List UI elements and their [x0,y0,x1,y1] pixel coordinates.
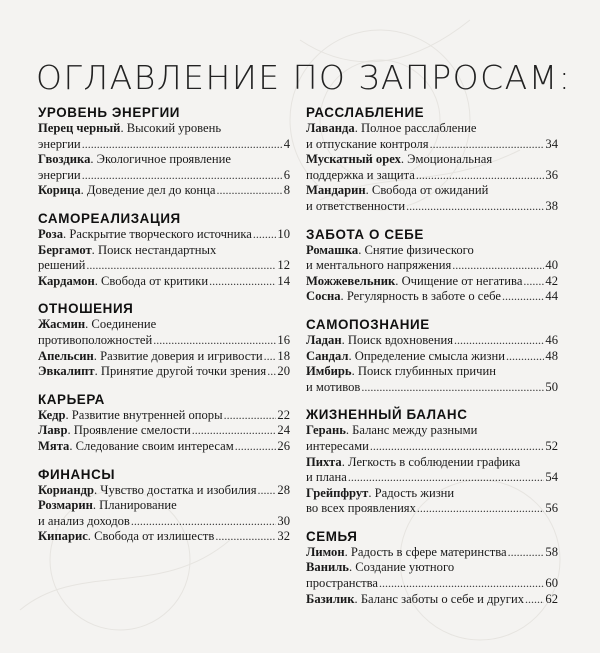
entry-text [38,183,215,199]
oil-name: Мята [38,438,70,453]
page-number: 34 [545,136,558,151]
entry-text [306,199,405,215]
entry-text [306,168,415,184]
page-number: 38 [545,198,558,213]
toc-entry[interactable] [306,152,558,183]
page-number: 28 [277,482,290,497]
entry-line [38,498,290,514]
entry-description: . Принятие другой точки зрения [94,364,267,379]
dot-leader [525,592,544,608]
dot-leader [264,349,277,365]
page-number: 36 [545,167,558,182]
page-number: 44 [545,289,558,304]
entry-line [306,380,558,396]
entry-description: . Легкость в соблюдении графика [341,454,521,469]
entry-text [306,439,369,455]
dot-leader [454,333,544,349]
entry-description: противоположностей [38,332,153,347]
entry-text [306,349,505,365]
toc-entry[interactable] [306,121,558,152]
page-number: 4 [283,136,290,151]
entry-line [38,529,290,545]
toc-section [306,316,558,395]
entry-description: и отпускание контроля [306,136,429,151]
toc-entry[interactable] [38,152,290,183]
entry-line [306,121,558,137]
oil-name: Мускатный орех [306,152,401,167]
entry-line [306,333,558,349]
page-number: 46 [545,332,558,347]
toc-entry[interactable] [38,408,290,424]
toc-entry[interactable] [306,455,558,486]
dot-leader [258,483,277,499]
page-number: 54 [545,470,558,485]
toc-section [306,104,558,215]
page-number: 14 [277,273,290,288]
dot-leader [153,333,276,349]
toc-entry[interactable] [38,349,290,365]
toc-entry[interactable] [38,483,290,499]
entry-description: интересами [306,438,369,453]
oil-name: Апельсин [38,348,94,363]
oil-name: Бергамот [38,242,92,257]
entry-text [38,483,257,499]
dot-leader [502,289,544,305]
entry-line [38,349,290,365]
entry-description: . Высокий уровень [120,121,222,135]
entry-text [38,529,214,545]
toc-entry[interactable] [38,439,290,455]
entry-line [306,501,558,517]
entry-description: . Соединение [85,317,157,332]
oil-name: Жасмин [38,317,86,332]
entry-text [306,274,522,290]
dot-leader [406,199,544,215]
entry-text [306,576,378,592]
section-heading: ФИНАНСЫ [38,466,116,482]
entry-text [38,258,85,274]
entry-description: . Развитие внутренней опоры [65,407,223,422]
dot-leader [506,349,544,365]
toc-entry[interactable] [306,423,558,454]
entry-description: . Поиск вдохновения [341,332,453,347]
entry-description: . Раскрытие творческого источника [63,226,252,241]
toc-entry[interactable] [38,274,290,290]
oil-name: Можжевельник [306,273,396,288]
entry-description: . Развитие доверия и игривости [93,348,263,363]
entry-text [306,333,453,349]
toc-section [306,406,558,517]
toc-entry[interactable] [306,486,558,517]
entry-line [306,545,558,561]
oil-name: Сосна [306,289,341,304]
oil-name: Сандал [306,348,349,363]
dot-leader [430,137,545,153]
entry-text [306,486,454,502]
page-number: 22 [277,407,290,422]
entry-line [306,455,558,471]
entry-description: энергии [38,136,81,151]
oil-name: Ромашка [306,242,359,257]
entry-description: . Проявление смелости [67,423,191,438]
entry-text [38,349,263,365]
dot-leader [370,439,545,455]
page-number: 62 [545,591,558,606]
section-heading: СЕМЬЯ [306,528,358,544]
entry-description: . Свобода от ожиданий [365,183,489,198]
section-heading: РАССЛАБЛЕНИЕ [306,105,425,120]
entry-description: . Радость жизни [368,485,455,500]
entry-text [306,560,454,576]
entry-text [306,289,501,305]
entry-text [38,274,208,290]
toc-entry[interactable] [38,121,290,152]
entry-text [38,137,81,153]
entry-text [306,183,488,199]
entry-text [306,470,347,486]
toc-entry[interactable] [306,333,558,349]
page-number: 52 [545,438,558,453]
entry-description: поддержка и защита [306,167,415,182]
page-number: 16 [277,332,290,347]
entry-line [306,349,558,365]
oil-name: Кедр [38,407,66,422]
oil-name: Гвоздика [38,152,91,167]
oil-name: Базилик [306,591,355,606]
dot-leader [508,545,545,561]
dot-leader [209,274,276,290]
dot-leader [82,168,283,184]
toc-entry[interactable] [38,243,290,274]
oil-name: Лимон [306,544,345,559]
toc-entry[interactable] [38,423,290,439]
entry-line [38,423,290,439]
entry-line [306,423,558,439]
entry-description: во всех проявлениях [306,501,416,516]
entry-line [306,199,558,215]
page-number: 10 [277,226,290,241]
page-number: 8 [283,183,290,198]
entry-description: . Поиск глубинных причин [351,364,496,379]
oil-name: Ладан [306,332,342,347]
entry-description: . Радость в сфере материнства [344,544,507,559]
dot-leader [216,183,282,199]
entry-description: и ответственности [306,198,406,213]
section-heading: ОТНОШЕНИЯ [38,301,134,317]
toc-entry[interactable] [38,529,290,545]
page-number: 32 [277,529,290,544]
entry-description: . Экологичное проявление [90,152,231,167]
toc-section [38,391,290,455]
right-column [306,104,558,618]
section-heading: КАРЬЕРА [38,391,105,407]
entry-description: пространства [306,576,378,591]
page-number: 12 [277,258,290,273]
entry-line [38,227,290,243]
entry-text [38,364,266,380]
oil-name: Кориандр [38,482,94,497]
dot-leader [416,168,545,184]
page-number: 6 [283,167,290,182]
dot-leader [235,439,277,455]
entry-text [38,514,130,530]
page-number: 40 [545,258,558,273]
page-number: 42 [545,273,558,288]
dot-leader [452,258,544,274]
oil-name: Лаванда [306,121,355,135]
page-number: 56 [545,501,558,516]
toc-entry[interactable] [306,289,558,305]
entry-line [38,137,290,153]
dot-leader [379,576,544,592]
entry-line [38,317,290,333]
entry-text [38,439,234,455]
oil-name: Кардамон [38,273,95,288]
entry-description: . Регулярность в заботе о себе [340,289,501,304]
entry-line [38,258,290,274]
page-number: 50 [545,379,558,394]
dot-leader [253,227,277,243]
dot-leader [523,274,544,290]
section-heading: УРОВЕНЬ ЭНЕРГИИ [38,105,181,120]
dot-leader [131,514,277,530]
entry-description: и мотивов [306,379,361,394]
entry-line [306,168,558,184]
entry-description: . Баланс заботы о себе и других [354,591,525,606]
page-number: 18 [277,348,290,363]
dot-leader [82,137,283,153]
toc-entry[interactable] [38,364,290,380]
toc-entry[interactable] [38,227,290,243]
entry-text [38,317,156,333]
entry-line [38,152,290,168]
entry-line [38,168,290,184]
entry-text [306,545,507,561]
entry-line [38,183,290,199]
entry-text [306,137,429,153]
dot-leader [215,529,276,545]
entry-description: . Доведение дел до конца [80,183,216,198]
oil-name: Корица [38,183,81,198]
entry-text [38,243,216,259]
entry-text [306,501,416,517]
toc-entry[interactable] [306,349,558,365]
entry-description: и ментального напряжения [306,258,452,273]
entry-description: . Определение смысла жизни [348,348,505,363]
entry-text [38,408,223,424]
entry-text [306,243,474,259]
toc-section [38,104,290,199]
entry-text [38,333,152,349]
oil-name: Ваниль [306,560,349,575]
entry-description: энергии [38,167,81,182]
toc-entry[interactable] [306,243,558,274]
entry-line [38,121,290,137]
entry-description: . Свобода от излишеств [87,529,215,544]
page-title: ОГЛАВЛЕНИЕ ПО ЗАПРОСАМ: [36,58,572,97]
oil-name: Роза [38,226,64,241]
entry-description: . Полное расслабление [354,121,477,135]
section-heading: САМОПОЗНАНИЕ [306,316,430,332]
toc-entry[interactable] [38,183,290,199]
entry-line [38,514,290,530]
toc-section [38,210,290,289]
toc-entry[interactable] [306,364,558,395]
entry-line [38,408,290,424]
entry-text [306,380,360,396]
entry-text [306,152,492,168]
entry-line [306,243,558,259]
entry-line [306,183,558,199]
page-number: 24 [277,423,290,438]
entry-description: . Снятие физического [358,242,474,257]
section-heading: ЗАБОТА О СЕБЕ [306,226,424,242]
toc-entry[interactable] [306,274,558,290]
entry-line [306,274,558,290]
entry-text [306,592,524,608]
entry-line [306,576,558,592]
oil-name: Кипарис [38,529,88,544]
entry-description: . Планирование [92,498,177,513]
toc-entry[interactable] [306,183,558,214]
entry-line [38,439,290,455]
entry-line [306,439,558,455]
section-heading: САМОРЕАЛИЗАЦИЯ [38,210,181,226]
page-number: 26 [277,438,290,453]
page-number: 30 [277,513,290,528]
toc-section [306,528,558,607]
entry-line [306,152,558,168]
oil-name: Грейпфрут [306,485,369,500]
toc-section [38,300,290,379]
entry-description: . Поиск нестандартных [91,242,217,257]
toc-section [306,226,558,305]
page-number: 48 [545,348,558,363]
entry-text [38,423,191,439]
entry-description: . Свобода от критики [94,273,209,288]
entry-text [38,227,252,243]
entry-text [38,152,231,168]
entry-text [306,121,476,137]
dot-leader [361,380,544,396]
entry-description: . Эмоциональная [400,152,493,167]
toc-section [38,466,290,545]
entry-description: . Очищение от негатива [395,273,523,288]
entry-text [38,498,177,514]
toc-entry[interactable] [306,592,558,608]
oil-name: Эвкалипт [38,364,95,379]
dot-leader [348,470,545,486]
dot-leader [267,364,276,380]
entry-line [306,289,558,305]
oil-name: Пихта [306,454,342,469]
entry-line [306,470,558,486]
entry-line [306,137,558,153]
entry-text [38,168,81,184]
entry-line [306,258,558,274]
page-number: 60 [545,576,558,591]
entry-description: . Создание уютного [348,560,455,575]
entry-line [306,486,558,502]
oil-name: Лавр [38,423,68,438]
toc-entry[interactable] [38,317,290,348]
entry-text [306,258,451,274]
entry-text [38,121,221,137]
entry-description: и анализ доходов [38,513,130,528]
entry-description: решений [38,258,86,273]
entry-description: . Чувство достатка и изобилия [94,482,257,497]
page-number: 20 [277,364,290,379]
dot-leader [417,501,545,517]
entry-line [38,483,290,499]
toc-entry[interactable] [306,545,558,561]
section-heading: ЖИЗНЕННЫЙ БАЛАНС [306,407,468,423]
toc-entry[interactable] [38,498,290,529]
dot-leader [192,423,277,439]
entry-description: . Баланс между разными [345,423,478,438]
entry-line [38,364,290,380]
entry-line [306,364,558,380]
dot-leader [86,258,276,274]
oil-name: Розмарин [38,498,93,513]
entry-description: и плана [306,470,347,485]
page-number: 58 [545,544,558,559]
entry-line [306,560,558,576]
oil-name: Мандарин [306,183,366,198]
entry-text [306,364,496,380]
entry-line [38,243,290,259]
entry-text [306,455,520,471]
entry-line [38,274,290,290]
left-column [38,104,290,556]
oil-name: Перец черный [38,121,121,135]
entry-text [306,423,477,439]
dot-leader [224,408,277,424]
entry-line [38,333,290,349]
oil-name: Герань [306,423,346,438]
oil-name: Имбирь [306,364,352,379]
entry-line [306,592,558,608]
toc-entry[interactable] [306,560,558,591]
entry-description: . Следование своим интересам [69,438,234,453]
